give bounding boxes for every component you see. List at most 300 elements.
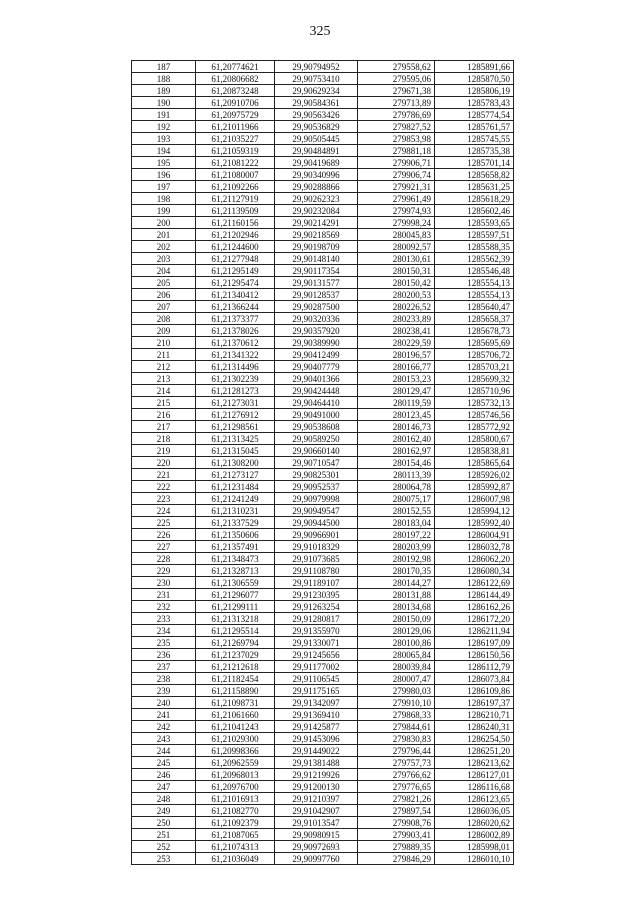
x-coordinate-cell: 279897,54 — [358, 805, 435, 817]
x-coordinate-cell: 280238,41 — [358, 325, 435, 337]
x-coordinate-cell: 279827,52 — [358, 121, 435, 133]
longitude-cell: 29,90997760 — [275, 853, 358, 865]
x-coordinate-cell: 280166,77 — [358, 361, 435, 373]
point-number-cell: 244 — [132, 745, 196, 757]
longitude-cell: 29,90401366 — [275, 373, 358, 385]
latitude-cell: 61,21182454 — [196, 673, 275, 685]
x-coordinate-cell: 279998,24 — [358, 217, 435, 229]
table-row — [132, 265, 514, 277]
latitude-cell: 61,21080007 — [196, 169, 275, 181]
latitude-cell: 61,21337529 — [196, 517, 275, 529]
table-row — [132, 373, 514, 385]
point-number-cell: 218 — [132, 433, 196, 445]
table-row — [132, 277, 514, 289]
point-number-cell: 222 — [132, 481, 196, 493]
latitude-cell: 61,21081222 — [196, 157, 275, 169]
point-number-cell: 206 — [132, 289, 196, 301]
x-coordinate-cell: 279906,74 — [358, 169, 435, 181]
longitude-cell: 29,91245656 — [275, 649, 358, 661]
longitude-cell: 29,91106545 — [275, 673, 358, 685]
y-coordinate-cell: 1285546,48 — [435, 265, 514, 277]
longitude-cell: 29,91013547 — [275, 817, 358, 829]
table-row — [132, 181, 514, 193]
latitude-cell: 61,20998366 — [196, 745, 275, 757]
longitude-cell: 29,90536829 — [275, 121, 358, 133]
point-number-cell: 187 — [132, 61, 196, 73]
table-row — [132, 253, 514, 265]
point-number-cell: 202 — [132, 241, 196, 253]
y-coordinate-cell: 1286002,89 — [435, 829, 514, 841]
table-row — [132, 385, 514, 397]
table-row — [132, 397, 514, 409]
y-coordinate-cell: 1286112,79 — [435, 661, 514, 673]
y-coordinate-cell: 1285597,51 — [435, 229, 514, 241]
y-coordinate-cell: 1285732,13 — [435, 397, 514, 409]
table-row — [132, 205, 514, 217]
x-coordinate-cell: 280129,06 — [358, 625, 435, 637]
latitude-cell: 61,21074313 — [196, 841, 275, 853]
longitude-cell: 29,90979998 — [275, 493, 358, 505]
x-coordinate-cell: 280113,39 — [358, 469, 435, 481]
latitude-cell: 61,20975729 — [196, 109, 275, 121]
x-coordinate-cell: 280162,97 — [358, 445, 435, 457]
y-coordinate-cell: 1286197,09 — [435, 637, 514, 649]
latitude-cell: 61,21160156 — [196, 217, 275, 229]
longitude-cell: 29,90484891 — [275, 145, 358, 157]
table-row — [132, 637, 514, 649]
x-coordinate-cell: 280183,04 — [358, 517, 435, 529]
latitude-cell: 61,21366244 — [196, 301, 275, 313]
latitude-cell: 61,21348473 — [196, 553, 275, 565]
x-coordinate-cell: 279974,93 — [358, 205, 435, 217]
longitude-cell: 29,90794952 — [275, 61, 358, 73]
point-number-cell: 215 — [132, 397, 196, 409]
table-row — [132, 361, 514, 373]
longitude-cell: 29,90966901 — [275, 529, 358, 541]
point-number-cell: 234 — [132, 625, 196, 637]
longitude-cell: 29,90660140 — [275, 445, 358, 457]
table-row — [132, 841, 514, 853]
longitude-cell: 29,90320336 — [275, 313, 358, 325]
longitude-cell: 29,91175165 — [275, 685, 358, 697]
longitude-cell: 29,90262323 — [275, 193, 358, 205]
table-row — [132, 409, 514, 421]
latitude-cell: 61,21127919 — [196, 193, 275, 205]
table-row — [132, 169, 514, 181]
x-coordinate-cell: 280150,09 — [358, 613, 435, 625]
point-number-cell: 230 — [132, 577, 196, 589]
longitude-cell: 29,90753410 — [275, 73, 358, 85]
table-row — [132, 241, 514, 253]
x-coordinate-cell: 280170,35 — [358, 565, 435, 577]
y-coordinate-cell: 1285800,67 — [435, 433, 514, 445]
latitude-cell: 61,21378026 — [196, 325, 275, 337]
y-coordinate-cell: 1285602,46 — [435, 205, 514, 217]
y-coordinate-cell: 1285695,69 — [435, 337, 514, 349]
table-row — [132, 829, 514, 841]
y-coordinate-cell: 1285701,14 — [435, 157, 514, 169]
y-coordinate-cell: 1286211,94 — [435, 625, 514, 637]
y-coordinate-cell: 1285992,40 — [435, 517, 514, 529]
latitude-cell: 61,21231484 — [196, 481, 275, 493]
table-row — [132, 289, 514, 301]
longitude-cell: 29,90424448 — [275, 385, 358, 397]
table-row — [132, 217, 514, 229]
longitude-cell: 29,90538608 — [275, 421, 358, 433]
y-coordinate-cell: 1286073,84 — [435, 673, 514, 685]
y-coordinate-cell: 1285562,39 — [435, 253, 514, 265]
point-number-cell: 219 — [132, 445, 196, 457]
table-row — [132, 505, 514, 517]
x-coordinate-cell: 280092,57 — [358, 241, 435, 253]
longitude-cell: 29,90117354 — [275, 265, 358, 277]
point-number-cell: 213 — [132, 373, 196, 385]
latitude-cell: 61,21041243 — [196, 721, 275, 733]
x-coordinate-cell: 280233,89 — [358, 313, 435, 325]
table-row — [132, 853, 514, 865]
x-coordinate-cell: 279921,31 — [358, 181, 435, 193]
y-coordinate-cell: 1286197,37 — [435, 697, 514, 709]
table-row — [132, 577, 514, 589]
latitude-cell: 61,21296077 — [196, 589, 275, 601]
latitude-cell: 61,20962559 — [196, 757, 275, 769]
point-number-cell: 212 — [132, 361, 196, 373]
point-number-cell: 195 — [132, 157, 196, 169]
x-coordinate-cell: 279757,73 — [358, 757, 435, 769]
y-coordinate-cell: 1286004,91 — [435, 529, 514, 541]
x-coordinate-cell: 280134,68 — [358, 601, 435, 613]
point-number-cell: 224 — [132, 505, 196, 517]
latitude-cell: 61,21350606 — [196, 529, 275, 541]
point-number-cell: 189 — [132, 85, 196, 97]
table-row — [132, 145, 514, 157]
longitude-cell: 29,90340996 — [275, 169, 358, 181]
y-coordinate-cell: 1286127,01 — [435, 769, 514, 781]
table-row — [132, 745, 514, 757]
point-number-cell: 223 — [132, 493, 196, 505]
point-number-cell: 251 — [132, 829, 196, 841]
x-coordinate-cell: 279846,29 — [358, 853, 435, 865]
point-number-cell: 220 — [132, 457, 196, 469]
longitude-cell: 29,91453096 — [275, 733, 358, 745]
longitude-cell: 29,91342097 — [275, 697, 358, 709]
longitude-cell: 29,91073685 — [275, 553, 358, 565]
x-coordinate-cell: 279853,98 — [358, 133, 435, 145]
y-coordinate-cell: 1286213,62 — [435, 757, 514, 769]
longitude-cell: 29,91108780 — [275, 565, 358, 577]
point-number-cell: 221 — [132, 469, 196, 481]
y-coordinate-cell: 1285761,57 — [435, 121, 514, 133]
point-number-cell: 246 — [132, 769, 196, 781]
latitude-cell: 61,20910706 — [196, 97, 275, 109]
x-coordinate-cell: 279786,69 — [358, 109, 435, 121]
x-coordinate-cell: 279796,44 — [358, 745, 435, 757]
latitude-cell: 61,21092266 — [196, 181, 275, 193]
longitude-cell: 29,90214291 — [275, 217, 358, 229]
y-coordinate-cell: 1286020,62 — [435, 817, 514, 829]
latitude-cell: 61,21098731 — [196, 697, 275, 709]
longitude-cell: 29,90980915 — [275, 829, 358, 841]
y-coordinate-cell: 1285926,02 — [435, 469, 514, 481]
x-coordinate-cell: 279776,65 — [358, 781, 435, 793]
latitude-cell: 61,21340412 — [196, 289, 275, 301]
point-number-cell: 210 — [132, 337, 196, 349]
point-number-cell: 227 — [132, 541, 196, 553]
y-coordinate-cell: 1286116,68 — [435, 781, 514, 793]
latitude-cell: 61,21295149 — [196, 265, 275, 277]
point-number-cell: 231 — [132, 589, 196, 601]
table-row — [132, 433, 514, 445]
latitude-cell: 61,20806682 — [196, 73, 275, 85]
y-coordinate-cell: 1285994,12 — [435, 505, 514, 517]
x-coordinate-cell: 280162,40 — [358, 433, 435, 445]
latitude-cell: 61,21313218 — [196, 613, 275, 625]
latitude-cell: 61,21299111 — [196, 601, 275, 613]
x-coordinate-cell: 280144,27 — [358, 577, 435, 589]
point-number-cell: 191 — [132, 109, 196, 121]
x-coordinate-cell: 279903,41 — [358, 829, 435, 841]
table-row — [132, 313, 514, 325]
longitude-cell: 29,91219926 — [275, 769, 358, 781]
point-number-cell: 241 — [132, 709, 196, 721]
latitude-cell: 61,21269794 — [196, 637, 275, 649]
y-coordinate-cell: 1285706,72 — [435, 349, 514, 361]
longitude-cell: 29,91200130 — [275, 781, 358, 793]
point-number-cell: 253 — [132, 853, 196, 865]
x-coordinate-cell: 280129,47 — [358, 385, 435, 397]
longitude-cell: 29,91355970 — [275, 625, 358, 637]
y-coordinate-cell: 1285998,01 — [435, 841, 514, 853]
y-coordinate-cell: 1286007,98 — [435, 493, 514, 505]
latitude-cell: 61,21315045 — [196, 445, 275, 457]
table-row — [132, 85, 514, 97]
latitude-cell: 61,21202946 — [196, 229, 275, 241]
x-coordinate-cell: 280123,45 — [358, 409, 435, 421]
latitude-cell: 61,20976700 — [196, 781, 275, 793]
point-number-cell: 201 — [132, 229, 196, 241]
latitude-cell: 61,21276912 — [196, 409, 275, 421]
table-row — [132, 121, 514, 133]
longitude-cell: 29,90944500 — [275, 517, 358, 529]
y-coordinate-cell: 1285554,13 — [435, 277, 514, 289]
x-coordinate-cell: 280130,61 — [358, 253, 435, 265]
x-coordinate-cell: 280150,42 — [358, 277, 435, 289]
longitude-cell: 29,90357920 — [275, 325, 358, 337]
y-coordinate-cell: 1286123,65 — [435, 793, 514, 805]
longitude-cell: 29,90148140 — [275, 253, 358, 265]
x-coordinate-cell: 280065,84 — [358, 649, 435, 661]
longitude-cell: 29,90288866 — [275, 181, 358, 193]
point-number-cell: 205 — [132, 277, 196, 289]
latitude-cell: 61,21273031 — [196, 397, 275, 409]
y-coordinate-cell: 1285703,21 — [435, 361, 514, 373]
y-coordinate-cell: 1286062,20 — [435, 553, 514, 565]
table-row — [132, 349, 514, 361]
x-coordinate-cell: 280226,52 — [358, 301, 435, 313]
point-number-cell: 192 — [132, 121, 196, 133]
x-coordinate-cell: 280192,98 — [358, 553, 435, 565]
table-row — [132, 817, 514, 829]
x-coordinate-cell: 280100,86 — [358, 637, 435, 649]
y-coordinate-cell: 1286010,10 — [435, 853, 514, 865]
y-coordinate-cell: 1285588,35 — [435, 241, 514, 253]
point-number-cell: 216 — [132, 409, 196, 421]
table-row — [132, 793, 514, 805]
latitude-cell: 61,21244600 — [196, 241, 275, 253]
x-coordinate-cell: 279595,06 — [358, 73, 435, 85]
y-coordinate-cell: 1285746,56 — [435, 409, 514, 421]
latitude-cell: 61,21310231 — [196, 505, 275, 517]
x-coordinate-cell: 280119,59 — [358, 397, 435, 409]
latitude-cell: 61,21306559 — [196, 577, 275, 589]
y-coordinate-cell: 1285699,32 — [435, 373, 514, 385]
table-row — [132, 685, 514, 697]
longitude-cell: 29,90407779 — [275, 361, 358, 373]
y-coordinate-cell: 1286109,86 — [435, 685, 514, 697]
latitude-cell: 61,20774621 — [196, 61, 275, 73]
longitude-cell: 29,91369410 — [275, 709, 358, 721]
table-row — [132, 193, 514, 205]
x-coordinate-cell: 279558,62 — [358, 61, 435, 73]
point-number-cell: 242 — [132, 721, 196, 733]
point-number-cell: 240 — [132, 697, 196, 709]
x-coordinate-cell: 279713,89 — [358, 97, 435, 109]
table-row — [132, 613, 514, 625]
y-coordinate-cell: 1286036,05 — [435, 805, 514, 817]
latitude-cell: 61,20873248 — [196, 85, 275, 97]
point-number-cell: 209 — [132, 325, 196, 337]
x-coordinate-cell: 279868,33 — [358, 709, 435, 721]
x-coordinate-cell: 279889,35 — [358, 841, 435, 853]
point-number-cell: 225 — [132, 517, 196, 529]
longitude-cell: 29,90563426 — [275, 109, 358, 121]
latitude-cell: 61,21273127 — [196, 469, 275, 481]
x-coordinate-cell: 280203,99 — [358, 541, 435, 553]
longitude-cell: 29,90218569 — [275, 229, 358, 241]
latitude-cell: 61,21237029 — [196, 649, 275, 661]
point-number-cell: 214 — [132, 385, 196, 397]
table-row — [132, 421, 514, 433]
table-row — [132, 805, 514, 817]
x-coordinate-cell: 279910,10 — [358, 697, 435, 709]
table-row — [132, 301, 514, 313]
latitude-cell: 61,21308200 — [196, 457, 275, 469]
latitude-cell: 61,21036049 — [196, 853, 275, 865]
longitude-cell: 29,91042907 — [275, 805, 358, 817]
y-coordinate-cell: 1286240,31 — [435, 721, 514, 733]
table-row — [132, 781, 514, 793]
point-number-cell: 226 — [132, 529, 196, 541]
y-coordinate-cell: 1285678,73 — [435, 325, 514, 337]
latitude-cell: 61,21277948 — [196, 253, 275, 265]
x-coordinate-cell: 280045,83 — [358, 229, 435, 241]
table-row — [132, 709, 514, 721]
point-number-cell: 200 — [132, 217, 196, 229]
point-number-cell: 204 — [132, 265, 196, 277]
longitude-cell: 29,90949547 — [275, 505, 358, 517]
point-number-cell: 217 — [132, 421, 196, 433]
point-number-cell: 248 — [132, 793, 196, 805]
point-number-cell: 252 — [132, 841, 196, 853]
x-coordinate-cell: 280007,47 — [358, 673, 435, 685]
x-coordinate-cell: 279908,76 — [358, 817, 435, 829]
latitude-cell: 61,21370612 — [196, 337, 275, 349]
longitude-cell: 29,90505445 — [275, 133, 358, 145]
longitude-cell: 29,90972693 — [275, 841, 358, 853]
x-coordinate-cell: 280039,84 — [358, 661, 435, 673]
table-row — [132, 157, 514, 169]
longitude-cell: 29,90710547 — [275, 457, 358, 469]
table-row — [132, 649, 514, 661]
y-coordinate-cell: 1286254,50 — [435, 733, 514, 745]
table-row — [132, 697, 514, 709]
longitude-cell: 29,90128537 — [275, 289, 358, 301]
latitude-cell: 61,21295474 — [196, 277, 275, 289]
y-coordinate-cell: 1286162,26 — [435, 601, 514, 613]
point-number-cell: 196 — [132, 169, 196, 181]
longitude-cell: 29,90629234 — [275, 85, 358, 97]
longitude-cell: 29,90198709 — [275, 241, 358, 253]
table-row — [132, 589, 514, 601]
x-coordinate-cell: 280075,17 — [358, 493, 435, 505]
y-coordinate-cell: 1286144,49 — [435, 589, 514, 601]
latitude-cell: 61,21357491 — [196, 541, 275, 553]
table-row — [132, 553, 514, 565]
y-coordinate-cell: 1285593,65 — [435, 217, 514, 229]
x-coordinate-cell: 279830,83 — [358, 733, 435, 745]
table-row — [132, 625, 514, 637]
longitude-cell: 29,90419689 — [275, 157, 358, 169]
table-row — [132, 565, 514, 577]
y-coordinate-cell: 1285783,43 — [435, 97, 514, 109]
longitude-cell: 29,91177002 — [275, 661, 358, 673]
longitude-cell: 29,90952537 — [275, 481, 358, 493]
longitude-cell: 29,91230395 — [275, 589, 358, 601]
latitude-cell: 61,20968013 — [196, 769, 275, 781]
longitude-cell: 29,91280817 — [275, 613, 358, 625]
x-coordinate-cell: 280131,88 — [358, 589, 435, 601]
table-row — [132, 721, 514, 733]
y-coordinate-cell: 1285735,38 — [435, 145, 514, 157]
x-coordinate-cell: 280152,55 — [358, 505, 435, 517]
point-number-cell: 238 — [132, 673, 196, 685]
latitude-cell: 61,21158890 — [196, 685, 275, 697]
latitude-cell: 61,21061660 — [196, 709, 275, 721]
latitude-cell: 61,21241249 — [196, 493, 275, 505]
table-row — [132, 133, 514, 145]
latitude-cell: 61,21328713 — [196, 565, 275, 577]
latitude-cell: 61,21373377 — [196, 313, 275, 325]
table-row — [132, 61, 514, 73]
x-coordinate-cell: 279844,61 — [358, 721, 435, 733]
x-coordinate-cell: 279980,03 — [358, 685, 435, 697]
point-number-cell: 236 — [132, 649, 196, 661]
y-coordinate-cell: 1286210,71 — [435, 709, 514, 721]
x-coordinate-cell: 279671,38 — [358, 85, 435, 97]
x-coordinate-cell: 280153,23 — [358, 373, 435, 385]
x-coordinate-cell: 279906,71 — [358, 157, 435, 169]
point-number-cell: 193 — [132, 133, 196, 145]
table-row — [132, 229, 514, 241]
y-coordinate-cell: 1285992,87 — [435, 481, 514, 493]
point-number-cell: 233 — [132, 613, 196, 625]
longitude-cell: 29,91189107 — [275, 577, 358, 589]
table-row — [132, 769, 514, 781]
longitude-cell: 29,90825301 — [275, 469, 358, 481]
longitude-cell: 29,90584361 — [275, 97, 358, 109]
latitude-cell: 61,21087065 — [196, 829, 275, 841]
y-coordinate-cell: 1286172,20 — [435, 613, 514, 625]
